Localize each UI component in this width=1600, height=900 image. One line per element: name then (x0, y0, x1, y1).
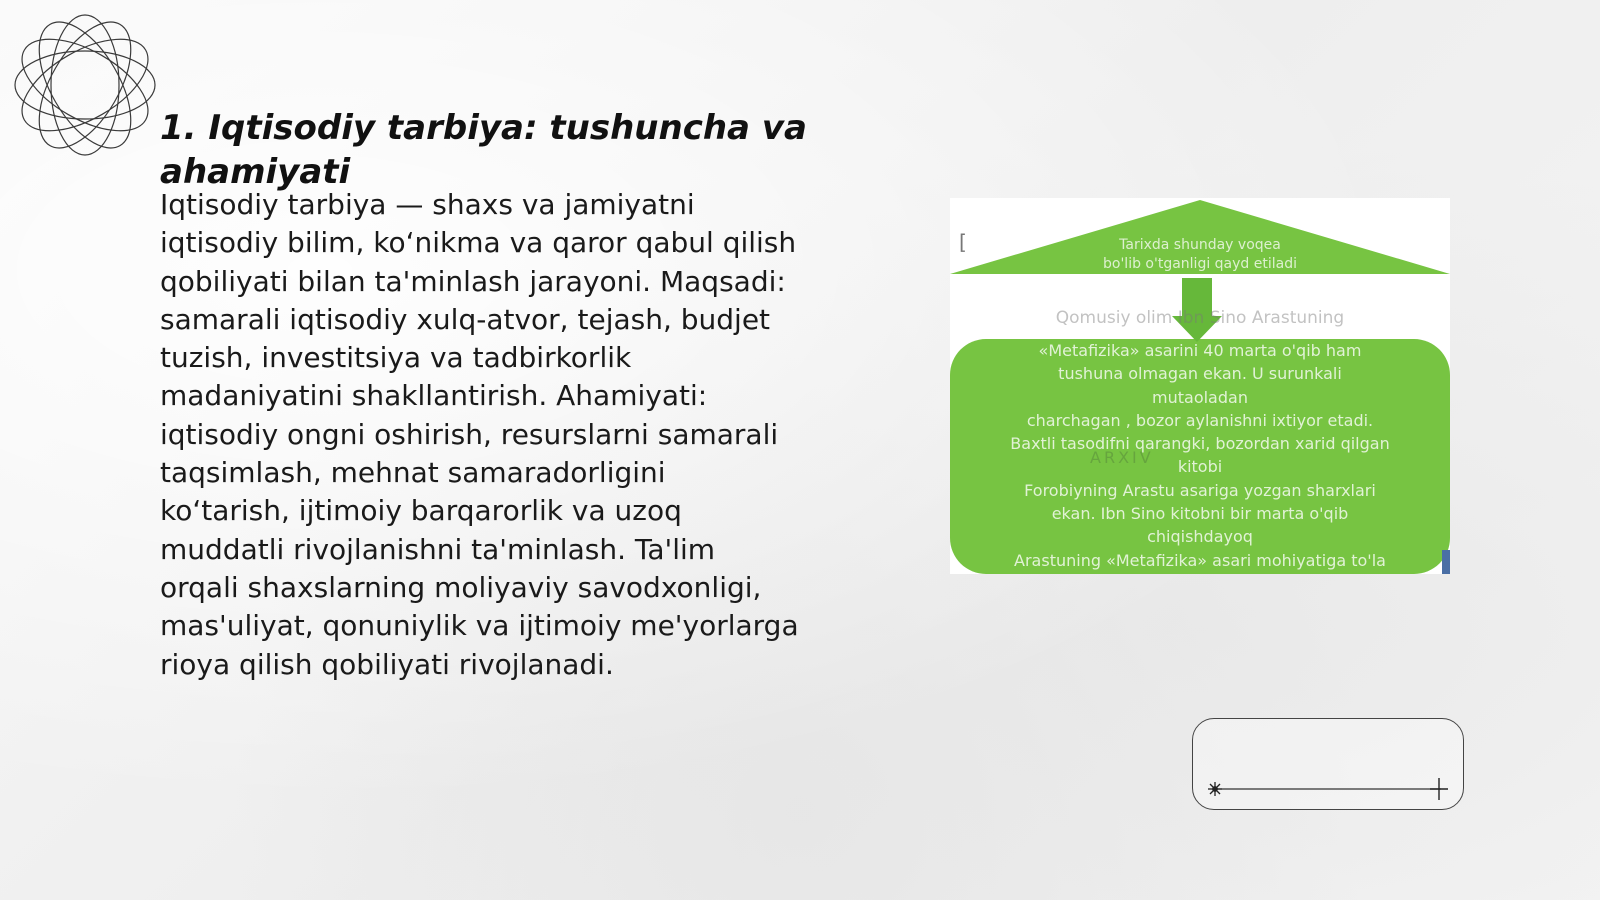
slide-body (160, 186, 840, 684)
body-line: Iqtisodiy tarbiya — shaxs va jamiyatni (160, 188, 695, 221)
body-line: iqtisodiy bilim, ko‘nikma va qaror qabul qilish (160, 226, 797, 260)
timeline-graphic (1193, 719, 1465, 811)
diagram-ghost-heading: Qomusiy olim Ibn Sino Arastuning (1055, 308, 1345, 328)
body-line: madaniyatini shakllantirish. Ahamiyati: (160, 379, 708, 413)
diagram-body-line: Arastuning «Metafizika» asari mohiyatiga to'la (1014, 550, 1386, 570)
body-line: muddatli rivojlanishni ta'minlash. Ta'lim (160, 532, 716, 566)
diagram-roof-line: bo'lib o'tganligi qayd etiladi (1103, 256, 1297, 272)
diagram-body-line: kitobi (1177, 457, 1223, 477)
sparkle-icon (1208, 782, 1222, 796)
ibn-sino-diagram-image (950, 198, 1450, 574)
slide-title: 1. Iqtisodiy tarbiya: tushuncha va ahamiyati (160, 108, 807, 192)
diagram-body-line: Forobiyning Arastu asariga yozgan sharxlari (1024, 480, 1376, 500)
body-line: ko‘tarish, ijtimoiy barqarorlik va uzoq (160, 494, 682, 528)
diagram-body-line: Baxtli tasodifni qarangki, bozordan xarid qilgan (1010, 434, 1390, 454)
diagram-body-line: chiqishdayoq (1147, 527, 1253, 547)
body-line: mas'uliyat, qonuniylik va ijtimoiy me'yorlarga (160, 609, 799, 643)
diagram-body-line: mutaoladan (1152, 387, 1248, 407)
diagram-roof-line: Tarixda shunday voqea (1119, 237, 1281, 253)
body-line: rioya qilish qobiliyati rivojlanadi. (160, 647, 614, 681)
diagram-bracket-mark: [ (959, 230, 967, 254)
diagram-ghost-label: ARXIV (1090, 448, 1154, 467)
body-line: orqali shaxslarning moliyaviy savodxonligi, (160, 570, 762, 604)
cross-marker-icon (1430, 778, 1448, 800)
body-line: taqsimlash, mehnat samaradorligini (160, 456, 666, 490)
diagram-body-line: tushuna olmagan ekan. U surunkali (1058, 364, 1342, 384)
diagram-body-line: «Metafizika» asarini 40 marta o'qib ham (1038, 341, 1362, 360)
spirograph-rings-icon (10, 10, 160, 160)
body-line: samarali iqtisodiy xulq-atvor, tejash, budjet (160, 302, 771, 336)
body-line: iqtisodiy ongni oshirish, resurslarni samarali (160, 417, 779, 451)
diagram-body-text (958, 339, 1442, 572)
diagram-roof-text (1040, 236, 1360, 274)
diagram-accent-strip (1442, 550, 1450, 574)
timeline-card (1192, 718, 1464, 810)
body-line: qobiliyati bilan ta'minlash jarayoni. Maqsadi: (160, 264, 786, 298)
body-line: tuzish, investitsiya va tadbirkorlik (160, 341, 632, 375)
diagram-body-line: ekan. Ibn Sino kitobni bir marta o'qib (1051, 504, 1349, 524)
diagram-body-line: charchagan , bozor aylanishni ixtiyor etadi. (1026, 410, 1374, 430)
